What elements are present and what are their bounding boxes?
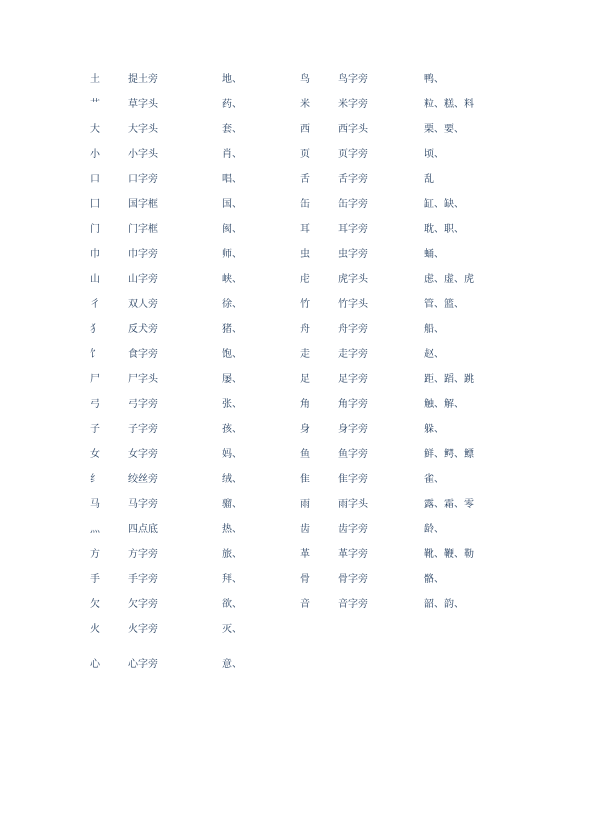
example-chars: 唱、 (222, 174, 242, 185)
table-row (0, 421, 600, 439)
radical: 舌 (300, 174, 310, 185)
example-chars: 赵、 (424, 349, 444, 360)
table-row (0, 196, 600, 214)
radical-name: 女字旁 (128, 449, 158, 460)
radical: 大 (90, 124, 100, 135)
example-chars: 粒、糕、料 (424, 99, 474, 110)
example-chars: 肖、 (222, 149, 242, 160)
radical-name: 弓字旁 (128, 399, 158, 410)
radical-name: 小字头 (128, 149, 158, 160)
radical: 方 (90, 549, 100, 560)
example-chars: 地、 (222, 74, 242, 85)
example-chars: 鸭、 (424, 74, 444, 85)
example-chars: 距、蹈、跳 (424, 374, 474, 385)
example-chars: 张、 (222, 399, 242, 410)
radical: 小 (90, 149, 100, 160)
radical: 女 (90, 449, 100, 460)
example-chars: 孩、 (222, 424, 242, 435)
radical-name: 虫字旁 (338, 249, 368, 260)
radical: 彳 (90, 299, 100, 310)
radical-name: 齿字旁 (338, 524, 368, 535)
example-chars: 热、 (222, 524, 242, 535)
radical: 土 (90, 74, 100, 85)
radical-name: 舟字旁 (338, 324, 368, 335)
example-chars: 耽、职、 (424, 224, 464, 235)
example-chars: 虑、虚、虎 (424, 274, 474, 285)
radical: 雨 (300, 499, 310, 510)
radical: 尸 (90, 374, 100, 385)
radical-name: 门字框 (128, 224, 158, 235)
example-chars: 雀、 (424, 474, 444, 485)
example-chars: 欲、 (222, 599, 242, 610)
table-row (0, 496, 600, 514)
radical: 隹 (300, 474, 310, 485)
radical-name: 方字旁 (128, 549, 158, 560)
radical: 页 (300, 149, 310, 160)
table-row (0, 96, 600, 114)
example-chars: 露、霜、零 (424, 499, 474, 510)
example-chars: 饱、 (222, 349, 242, 360)
table-row (0, 121, 600, 139)
table-row (0, 271, 600, 289)
radical: 子 (90, 424, 100, 435)
radical-name: 大字头 (128, 124, 158, 135)
example-chars: 猪、 (222, 324, 242, 335)
example-chars: 旅、 (222, 549, 242, 560)
radical: 犭 (90, 324, 100, 335)
radical: 山 (90, 274, 100, 285)
radical: 角 (300, 399, 310, 410)
radical: 骨 (300, 574, 310, 585)
example-chars: 绒、 (222, 474, 242, 485)
example-chars: 韶、韵、 (424, 599, 464, 610)
radical-name: 心字旁 (128, 659, 158, 670)
table-row (0, 521, 600, 539)
radical: 欠 (90, 599, 100, 610)
radical: 米 (300, 99, 310, 110)
example-chars: 缸、缺、 (424, 199, 464, 210)
radical: 门 (90, 224, 100, 235)
radical-name: 国字框 (128, 199, 158, 210)
radical-name: 火字旁 (128, 624, 158, 635)
radical-name: 子字旁 (128, 424, 158, 435)
example-chars: 靴、鞭、勒 (424, 549, 474, 560)
table-row (0, 446, 600, 464)
radical-name: 足字旁 (338, 374, 368, 385)
radical-name: 革字旁 (338, 549, 368, 560)
radical: 弓 (90, 399, 100, 410)
radical: 齿 (300, 524, 310, 535)
radical-name: 走字旁 (338, 349, 368, 360)
example-chars: 拜、 (222, 574, 242, 585)
table-row (0, 571, 600, 589)
radical-name: 舌字旁 (338, 174, 368, 185)
radical: 马 (90, 499, 100, 510)
example-chars: 躲、 (424, 424, 444, 435)
radical-name: 绞丝旁 (128, 474, 158, 485)
radical: 灬 (90, 524, 100, 535)
table-row (0, 471, 600, 489)
table-row (0, 296, 600, 314)
radical: 巾 (90, 249, 100, 260)
radical-name: 竹字头 (338, 299, 368, 310)
radical: 口 (90, 174, 100, 185)
radical: 手 (90, 574, 100, 585)
radical: 心 (90, 659, 100, 670)
radical: 舟 (300, 324, 310, 335)
example-chars: 屡、 (222, 374, 242, 385)
radical: 虍 (300, 274, 310, 285)
example-chars: 骝、 (222, 499, 242, 510)
example-chars: 阂、 (222, 224, 242, 235)
radical-name: 双人旁 (128, 299, 158, 310)
radical: 虫 (300, 249, 310, 260)
example-chars: 乱 (424, 174, 434, 185)
radical: 西 (300, 124, 310, 135)
radical: 鱼 (300, 449, 310, 460)
radical-name: 四点底 (128, 524, 158, 535)
radical: 竹 (300, 299, 310, 310)
table-row (0, 346, 600, 364)
radical: 艹 (90, 99, 100, 110)
radical-name: 雨字头 (338, 499, 368, 510)
table-row (0, 71, 600, 89)
radical-name: 山字旁 (128, 274, 158, 285)
radical-name: 页字旁 (338, 149, 368, 160)
example-chars: 触、解、 (424, 399, 464, 410)
radical-name: 西字头 (338, 124, 368, 135)
radical-name: 隹字旁 (338, 474, 368, 485)
radical-name: 马字旁 (128, 499, 158, 510)
radical: 革 (300, 549, 310, 560)
example-chars: 峡、 (222, 274, 242, 285)
radical-name: 骨字旁 (338, 574, 368, 585)
radical-name: 虎字头 (338, 274, 368, 285)
example-chars: 套、 (222, 124, 242, 135)
table-row (0, 146, 600, 164)
example-chars: 意、 (222, 659, 242, 670)
radical-name: 鸟字旁 (338, 74, 368, 85)
example-chars: 栗、要、 (424, 124, 464, 135)
example-chars: 蛹、 (424, 249, 444, 260)
radical: 走 (300, 349, 310, 360)
table-row (0, 321, 600, 339)
radical: 足 (300, 374, 310, 385)
example-chars: 鲜、鳄、鳔 (424, 449, 474, 460)
radical: 身 (300, 424, 310, 435)
radical-name: 尸字头 (128, 374, 158, 385)
radical-name: 手字旁 (128, 574, 158, 585)
table-row (0, 656, 600, 674)
radical: 囗 (90, 199, 100, 210)
radical-name: 鱼字旁 (338, 449, 368, 460)
example-chars: 徐、 (222, 299, 242, 310)
radical: 火 (90, 624, 100, 635)
radical: 音 (300, 599, 310, 610)
table-row (0, 371, 600, 389)
table-row (0, 246, 600, 264)
example-chars: 管、篮、 (424, 299, 464, 310)
radical-name: 音字旁 (338, 599, 368, 610)
radical: 耳 (300, 224, 310, 235)
example-chars: 国、 (222, 199, 242, 210)
radical-name: 食字旁 (128, 349, 158, 360)
radical-name: 提土旁 (128, 74, 158, 85)
radical-name: 缶字旁 (338, 199, 368, 210)
radical-name: 反犬旁 (128, 324, 158, 335)
example-chars: 药、 (222, 99, 242, 110)
example-chars: 船、 (424, 324, 444, 335)
table-row (0, 171, 600, 189)
table-row (0, 596, 600, 614)
radical-name: 欠字旁 (128, 599, 158, 610)
table-row (0, 546, 600, 564)
example-chars: 灭、 (222, 624, 242, 635)
radical: 饣 (90, 349, 100, 360)
radical-name: 米字旁 (338, 99, 368, 110)
radical-name: 口字旁 (128, 174, 158, 185)
example-chars: 师、 (222, 249, 242, 260)
example-chars: 龄、 (424, 524, 444, 535)
radical-name: 身字旁 (338, 424, 368, 435)
radical: 纟 (90, 474, 100, 485)
example-chars: 顷、 (424, 149, 444, 160)
table-row (0, 396, 600, 414)
radical: 鸟 (300, 74, 310, 85)
radical: 缶 (300, 199, 310, 210)
radical-name: 耳字旁 (338, 224, 368, 235)
radical-name: 角字旁 (338, 399, 368, 410)
example-chars: 妈、 (222, 449, 242, 460)
table-row (0, 221, 600, 239)
example-chars: 骼、 (424, 574, 444, 585)
radical-name: 巾字旁 (128, 249, 158, 260)
table-row (0, 621, 600, 639)
radical-name: 草字头 (128, 99, 158, 110)
